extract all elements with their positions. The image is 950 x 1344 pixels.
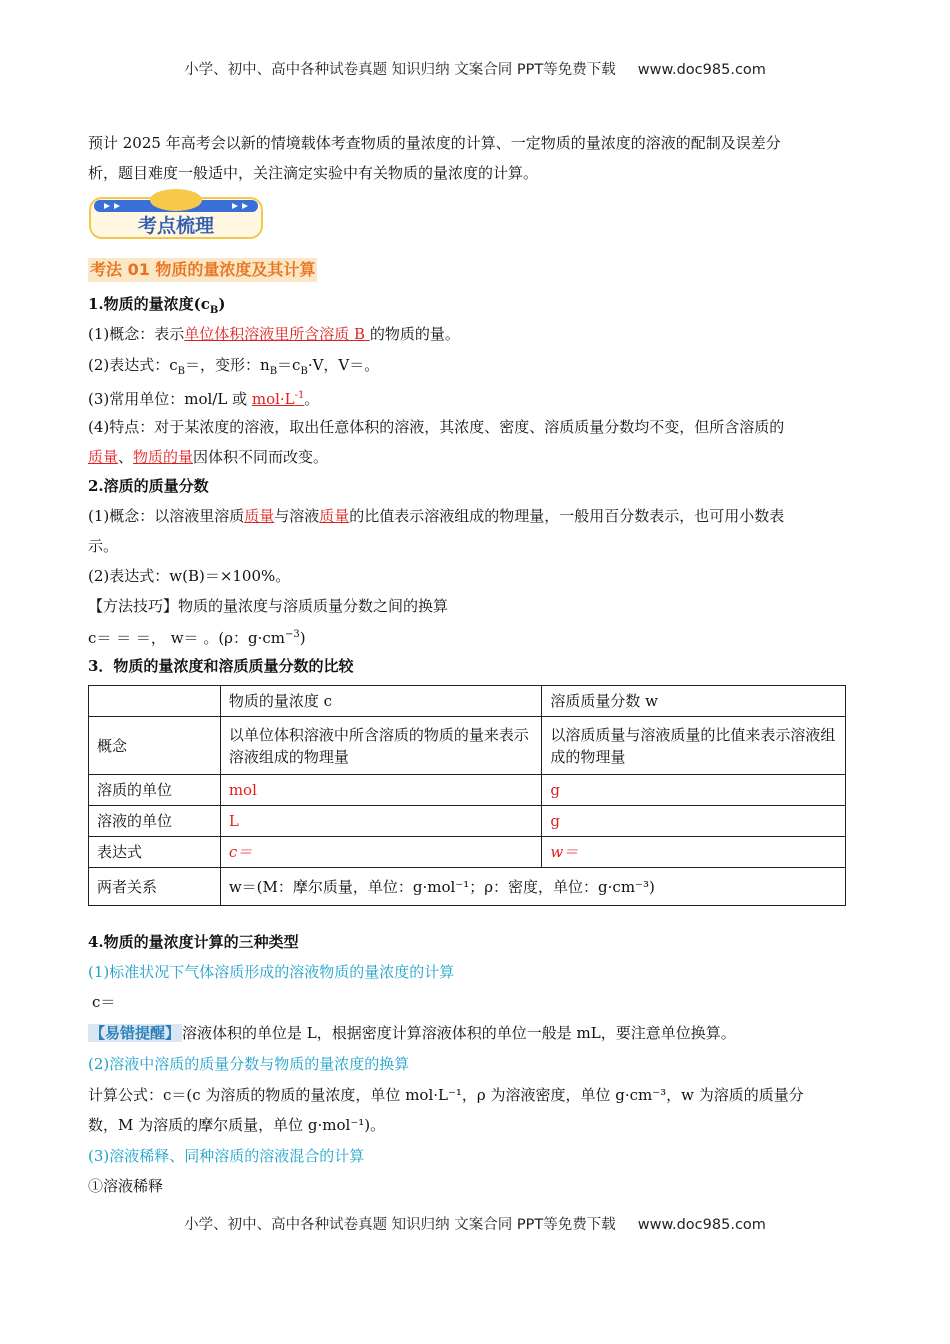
tip-text: 溶液体积的单位是 L，根据密度计算溶液体积的单位一般是 mL，要注意单位换算。 [182,1024,736,1042]
s2-concept-mid: 与溶液 [274,507,320,525]
table-cell-c: 以单位体积溶液中所含溶质的物质的量来表示溶液组成的物理量 [220,717,542,775]
intro-line-1: 预计 2025 年高考会以新的情境载体考查物质的量浓度的计算、一定物质的量浓度的溶液的配制及误差分 [88,134,781,152]
tip-label: 【易错提醒】 [90,1024,181,1042]
s1-unit-end: 。 [304,390,320,408]
table-cell-w: g [542,806,846,837]
table-row [89,717,846,775]
s2-expr: (2)表达式：w(B)＝×100%。 [88,567,291,585]
s4-tip [88,1023,848,1043]
s2-concept [88,506,848,526]
table-row-label: 表达式 [89,837,221,868]
table-cell-w: 以溶质质量与溶液质量的比值来表示溶液组成的物理量 [542,717,846,775]
table-relation-cell: w＝(M：摩尔质量，单位：g·mol⁻¹；ρ：密度，单位：g·cm⁻³) [220,868,845,906]
s1-title-end: ) [218,295,226,313]
s3-title: 3．物质的量浓度和溶质质量分数的比较 [88,657,354,675]
table-cell-w: w＝ [542,837,846,868]
s2-formula-text: c＝ ＝ ＝， w＝ 。(ρ：g·cm [88,629,285,647]
s1-unit-sup: -1 [294,390,305,401]
s1-feature-red2: 物质的量 [133,448,194,466]
s1-title-sub: B [209,305,219,316]
s1-expr-a: (2)表达式：c [88,356,178,374]
s1-expr-sub1: B [177,366,186,377]
table-row-label: 溶液的单位 [89,806,221,837]
s1-unit-red [252,390,305,408]
table-row-label: 溶质的单位 [89,775,221,806]
table-row [89,837,846,868]
intro-line-2: 析，题目难度一般适中，关注滴定实验中有关物质的量浓度的计算。 [88,164,539,182]
table-cell-c: c＝ [220,837,542,868]
s4-title: 4.物质的量浓度计算的三种类型 [88,933,299,951]
table-row [89,775,846,806]
s4-calc-line2: 数，M 为溶质的摩尔质量，单位 g·mol⁻¹)。 [88,1116,386,1134]
s1-feature-line1: (4)特点：对于某浓度的溶液，取出任意体积的溶液，其浓度、密度、溶质质量分数均不变，但所含溶质的 [88,418,785,436]
s2-formula-end: ) [299,629,306,647]
s1-feature-red1: 质量 [88,448,119,466]
page-footer [0,1213,950,1234]
s2-concept-line2: 示。 [88,537,119,555]
section-title: 考法 01 物质的量浓度及其计算 [88,258,317,282]
s1-expr-c: ＝c [277,356,301,374]
s1-unit [88,386,848,409]
s1-feature-sep: 、 [118,448,134,466]
footer-text: 小学、初中、高中各种试卷真题 知识归纳 文案合同 PPT等免费下载 [184,1217,616,1233]
s1-expr-sub3: B [300,366,308,377]
s4-sub2: (2)溶液中溶质的质量分数与物质的量浓度的换算 [88,1055,410,1073]
table-header-row [89,686,846,717]
s4-sub1: (1)标准状况下气体溶质形成的溶液物质的量浓度的计算 [88,963,455,981]
s1-unit-red-text: mol·L [251,390,295,408]
table-cell-w: g [542,775,846,806]
s1-feature-end: 因体积不同而改变。 [193,448,329,466]
s4-dilute: ①溶液稀释 [88,1177,164,1195]
s1-title [88,294,848,321]
table-row [89,806,846,837]
s2-formula-sup: −3 [284,629,300,640]
s2-concept-pre: (1)概念：以溶液里溶质 [88,507,245,525]
table-header-cell: 溶质质量分数 w [542,686,846,717]
s1-concept [88,324,848,344]
table-cell-c: L [220,806,542,837]
s1-expr [88,355,848,382]
footer-site[interactable]: www.doc985.com [637,1217,766,1233]
table-row-label: 两者关系 [89,868,221,906]
s4-c-eq: c＝ [92,993,116,1011]
s1-concept-pre: (1)概念：表示 [88,325,185,343]
table-header-cell [89,686,221,717]
s2-concept-red1: 质量 [244,507,275,525]
s4-sub3: (3)溶液稀释、同种溶质的溶液混合的计算 [88,1147,365,1165]
page-header [0,58,950,79]
table-row-label: 概念 [89,717,221,775]
s2-method: 【方法技巧】物质的量浓度与溶质质量分数之间的换算 [88,597,449,615]
comparison-table [88,685,846,906]
s1-expr-d: ·V，V＝。 [307,356,380,374]
s1-concept-red: 单位体积溶液里所含溶质 B [184,325,370,343]
s2-title: 2.溶质的质量分数 [88,477,209,495]
s4-calc-line1: 计算公式：c＝(c 为溶质的物质的量浓度，单位 mol·L⁻¹，ρ 为溶液密度，单位 g·cm⁻³，w 为溶质的质量分 [88,1086,804,1104]
s1-concept-post: 的物质的量。 [369,325,460,343]
s1-feature-line2 [88,447,848,467]
section-badge [88,188,264,240]
header-text: 小学、初中、高中各种试卷真题 知识归纳 文案合同 PPT等免费下载 [184,62,616,78]
s1-unit-pre: (3)常用单位：mol/L 或 [88,390,252,408]
table-row [89,868,846,906]
table-cell-c: mol [220,775,542,806]
s2-concept-post: 的比值表示溶液组成的物理量，一般用百分数表示，也可用小数表 [349,507,785,525]
s1-expr-b: ＝，变形：n [185,356,270,374]
badge-graphic [88,188,264,240]
s2-concept-red2: 质量 [319,507,350,525]
s1-expr-sub2: B [269,366,278,377]
badge-label: 考点梳理 [137,215,215,237]
header-site[interactable]: www.doc985.com [637,62,766,78]
s1-title-text: 1.物质的量浓度(c [88,295,210,313]
table-header-cell: 物质的量浓度 c [220,686,542,717]
s2-formula [88,625,848,648]
